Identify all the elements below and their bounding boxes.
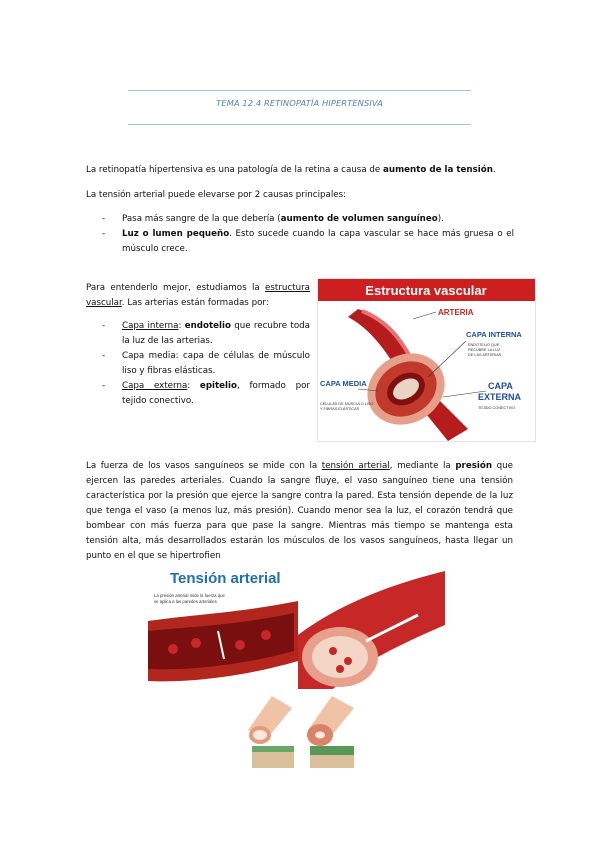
blood-cell bbox=[336, 665, 344, 673]
blood-pressure-figure bbox=[148, 565, 445, 689]
layer-interna-name: Capa interna bbox=[122, 321, 179, 331]
layer-externa-bold: epitelio bbox=[199, 381, 237, 391]
page-title: TEMA 12.4 RETINOPATÍA HIPERTENSIVA bbox=[216, 98, 383, 108]
structure-underlined-2: vascular bbox=[86, 298, 122, 308]
label-capa-externa-sub: TEJIDO CONECTIVO bbox=[478, 406, 516, 410]
intro-period: . bbox=[492, 165, 496, 175]
header-rule-top bbox=[128, 90, 471, 91]
hypertrophy-illustration bbox=[244, 690, 362, 771]
vessel-hypertrophied-lumen bbox=[315, 732, 325, 739]
layer-interna-l1 bbox=[122, 319, 310, 334]
layer-sep: : bbox=[178, 321, 185, 331]
hypertrophy-figure bbox=[244, 690, 362, 771]
figure-caption-2: se aplica a las paredes arteriales bbox=[154, 599, 217, 604]
cause-2-text: . Esto sucede cuando la capa vascular se hace más gruesa o el bbox=[229, 229, 514, 239]
label-line bbox=[428, 341, 466, 377]
tissue-layer-hypertrophied bbox=[310, 746, 354, 755]
tension-line-7: punto en el que se hipertrofien bbox=[86, 551, 221, 561]
tension-underlined: tensión arterial bbox=[321, 461, 390, 471]
figure-title: Tensión arterial bbox=[170, 570, 281, 587]
vascular-structure-illustration bbox=[318, 279, 535, 441]
tension-line-3: característica por la presión que ejerce la sangre contra la pared. Esta tensión depende de la luz bbox=[86, 491, 513, 501]
layer-interna-l2: la luz de las arterias. bbox=[122, 336, 213, 346]
bullet-dash: - bbox=[102, 229, 106, 239]
tension-line-4: que tenga el vaso (a menos luz, más presión). Cuando menor sea la luz, el corazón tendrá que bbox=[86, 506, 513, 516]
tension-text: , mediante la bbox=[389, 461, 456, 471]
layer-media-l2: liso y fibras elásticas. bbox=[122, 366, 216, 376]
intro-bold: aumento de la tensión bbox=[383, 165, 493, 175]
bullet-dash: - bbox=[102, 321, 106, 331]
layer-interna-text: que recubre toda bbox=[230, 321, 310, 331]
cause-1-text: Pasa más sangre de la que debería ( bbox=[122, 214, 281, 224]
blood-cell bbox=[344, 657, 352, 665]
blood-cell bbox=[329, 647, 337, 655]
bullet-dash: - bbox=[102, 214, 106, 224]
structure-paragraph-l2 bbox=[86, 296, 269, 311]
label-capa-interna: CAPA INTERNA bbox=[466, 330, 522, 339]
blood-cell bbox=[191, 638, 201, 648]
blood-cell bbox=[235, 640, 245, 650]
vascular-structure-figure bbox=[317, 278, 536, 442]
bullet-dash: - bbox=[102, 351, 106, 361]
label-capa-externa-1: CAPA bbox=[488, 381, 513, 391]
intro-paragraph bbox=[86, 163, 496, 178]
tension-line-2: ejercen las paredes arteriales. Cuando la sangre fluye, el vaso sanguíneo tiene una tensión bbox=[86, 476, 513, 486]
label-capa-interna-sub-2: RECUBRE LA LUZ bbox=[468, 348, 501, 352]
label-capa-externa-2: EXTERNA bbox=[478, 392, 522, 402]
layer-externa-name: Capa externa bbox=[122, 381, 188, 391]
layer-media-l1: Capa media: capa de células de músculo bbox=[122, 351, 310, 361]
layer-externa-l1 bbox=[122, 379, 310, 394]
tension-bold: presión bbox=[455, 461, 493, 471]
vessel-normal-lumen bbox=[253, 730, 267, 740]
tissue-layer-normal bbox=[252, 746, 294, 752]
label-capa-interna-sub-1: ENDOTELIO QUE bbox=[468, 343, 500, 347]
blood-pressure-illustration bbox=[148, 565, 445, 689]
blood-cell bbox=[261, 630, 271, 640]
label-capa-media-sub-2: Y FIBRAS ELÁSTICAS bbox=[320, 407, 360, 411]
cause-item-1 bbox=[122, 212, 444, 227]
label-arteria: ARTERIA bbox=[438, 308, 474, 317]
tension-text: La fuerza de los vasos sanguíneos se mide con la bbox=[86, 461, 322, 471]
figure-caption-1: La presión arterial mide la fuerza que bbox=[154, 593, 225, 598]
intro-text: La retinopatía hipertensiva es una patología de la retina a causa de bbox=[86, 165, 384, 175]
structure-underlined: estructura bbox=[265, 283, 310, 293]
causes-intro: La tensión arterial puede elevarse por 2 causas principales: bbox=[86, 190, 347, 200]
cause-1-end: ). bbox=[437, 214, 444, 224]
blood-cell bbox=[168, 644, 178, 654]
figure-title: Estructura vascular bbox=[365, 283, 487, 298]
label-capa-media-sub-1: CÉLULAS DE MÚSCULO LISO bbox=[320, 402, 374, 406]
bullet-dash: - bbox=[102, 381, 106, 391]
cause-item-2 bbox=[122, 227, 514, 242]
structure-paragraph-l1 bbox=[86, 281, 310, 296]
label-capa-media: CAPA MEDIA bbox=[320, 379, 367, 388]
layer-interna-bold: endotelio bbox=[184, 321, 231, 331]
cause-1-bold: aumento de volumen sanguíneo bbox=[280, 214, 438, 224]
layer-sep: : bbox=[187, 381, 200, 391]
tension-text: que bbox=[492, 461, 513, 471]
tension-line-6: tensión alta, más desarrollados estarán los músculos de los vasos sanguíneos, hasta llegar un bbox=[86, 536, 513, 546]
structure-text: Para entenderlo mejor, estudiamos la bbox=[86, 283, 266, 293]
cause-2-bold: Luz o lumen pequeño bbox=[122, 229, 230, 239]
structure-text-2: . Las arterias están formadas por: bbox=[121, 298, 269, 308]
cause-item-2-cont: músculo crece. bbox=[122, 244, 188, 254]
layer-externa-text: , formado por bbox=[236, 381, 310, 391]
label-line bbox=[413, 312, 436, 319]
label-capa-interna-sub-3: DE LAS ARTERIAS bbox=[468, 353, 502, 357]
header-rule-bottom bbox=[128, 124, 471, 125]
tension-line-5: bombear con más fuerza para que pase la sangre. Mientras más tiempo se mantenga esta bbox=[86, 521, 513, 531]
layer-externa-l2: tejido conectivo. bbox=[122, 396, 194, 406]
tension-line-1 bbox=[86, 459, 513, 474]
